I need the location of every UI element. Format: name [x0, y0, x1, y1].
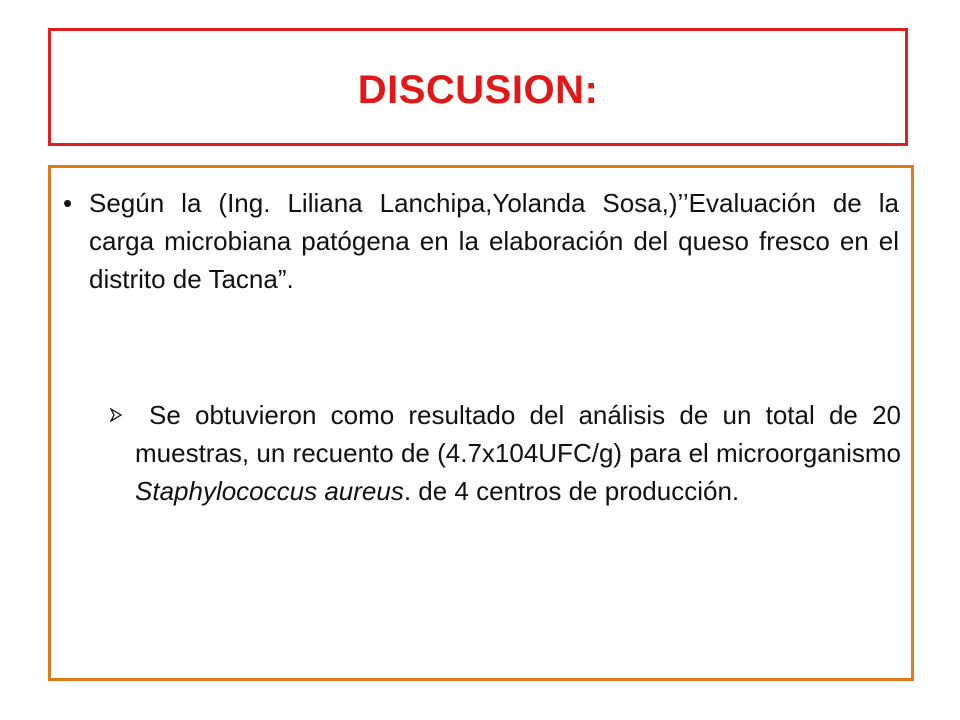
organism-name: Staphylococcus aureus: [135, 476, 404, 506]
content-box: [48, 165, 914, 681]
arrow-bullet-icon: [109, 396, 135, 434]
sub-bullet-text-part1: Se obtuvieron como resultado del análisis de un total de 20 muestras, un recuento de (4.7x104UFC/g) para el microorganismo: [135, 400, 901, 468]
sub-bullet-text-part2: . de 4 centros de producción.: [403, 476, 740, 506]
sub-bullet-item: [109, 396, 901, 510]
bullet-text: Según la (Ing. Liliana Lanchipa,Yolanda Sosa,)’’Evaluación de la carga microbiana patógena en la elaboración del queso fresco en el distrito de Tacna”.: [89, 188, 899, 294]
bullet-dot-icon: •: [63, 188, 73, 218]
title-box: [48, 28, 908, 146]
slide-title: DISCUSION:: [357, 67, 599, 112]
bullet-item: [63, 184, 899, 298]
sub-bullet-text: [135, 396, 901, 510]
